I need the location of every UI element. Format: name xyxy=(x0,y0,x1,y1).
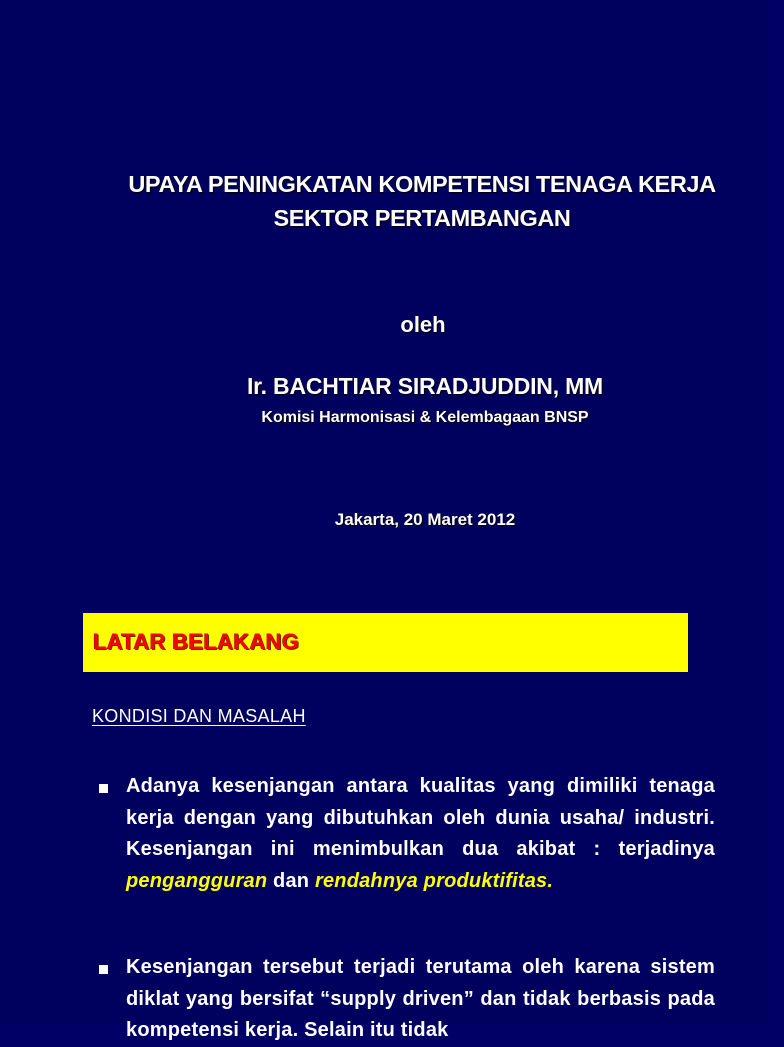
author-affiliation: Komisi Harmonisasi & Kelembagaan BNSP xyxy=(261,409,589,426)
section-subheading: KONDISI DAN MASALAH xyxy=(92,706,306,726)
title-line-2: SEKTOR PERTAMBANGAN xyxy=(273,205,571,231)
bullet-text-middle: dan xyxy=(267,869,315,892)
bullet-text xyxy=(126,771,715,897)
square-bullet-icon xyxy=(99,784,108,793)
highlight-low-productivity: rendahnya produktifitas. xyxy=(314,869,554,892)
byline-oleh: oleh xyxy=(400,312,446,337)
section-banner-title: LATAR BELAKANG xyxy=(93,629,300,654)
section-banner xyxy=(83,613,688,672)
square-bullet-icon xyxy=(99,965,108,974)
author-name: Ir. BACHTIAR SIRADJUDDIN, MM xyxy=(246,373,604,399)
presentation-date: Jakarta, 20 Maret 2012 xyxy=(334,510,516,529)
bullet-text: Kesenjangan tersebut terjadi terutama oleh karena sistem diklat yang bersifat “supply driven” dan tidak berbasis pada kompetensi kerja. Selain itu tidak xyxy=(126,956,715,1041)
bullet-text-before: Adanya kesenjangan antara kualitas yang dimiliki tenaga kerja dengan yang dibutuhkan oleh dunia usaha/ industri. Kesenjangan ini menimbulkan dua akibat : terjadinya xyxy=(126,775,715,860)
title-line-1: UPAYA PENINGKATAN KOMPETENSI TENAGA KERJA xyxy=(128,171,716,197)
slide-title xyxy=(60,167,784,235)
highlight-unemployment: pengangguran xyxy=(126,869,268,892)
